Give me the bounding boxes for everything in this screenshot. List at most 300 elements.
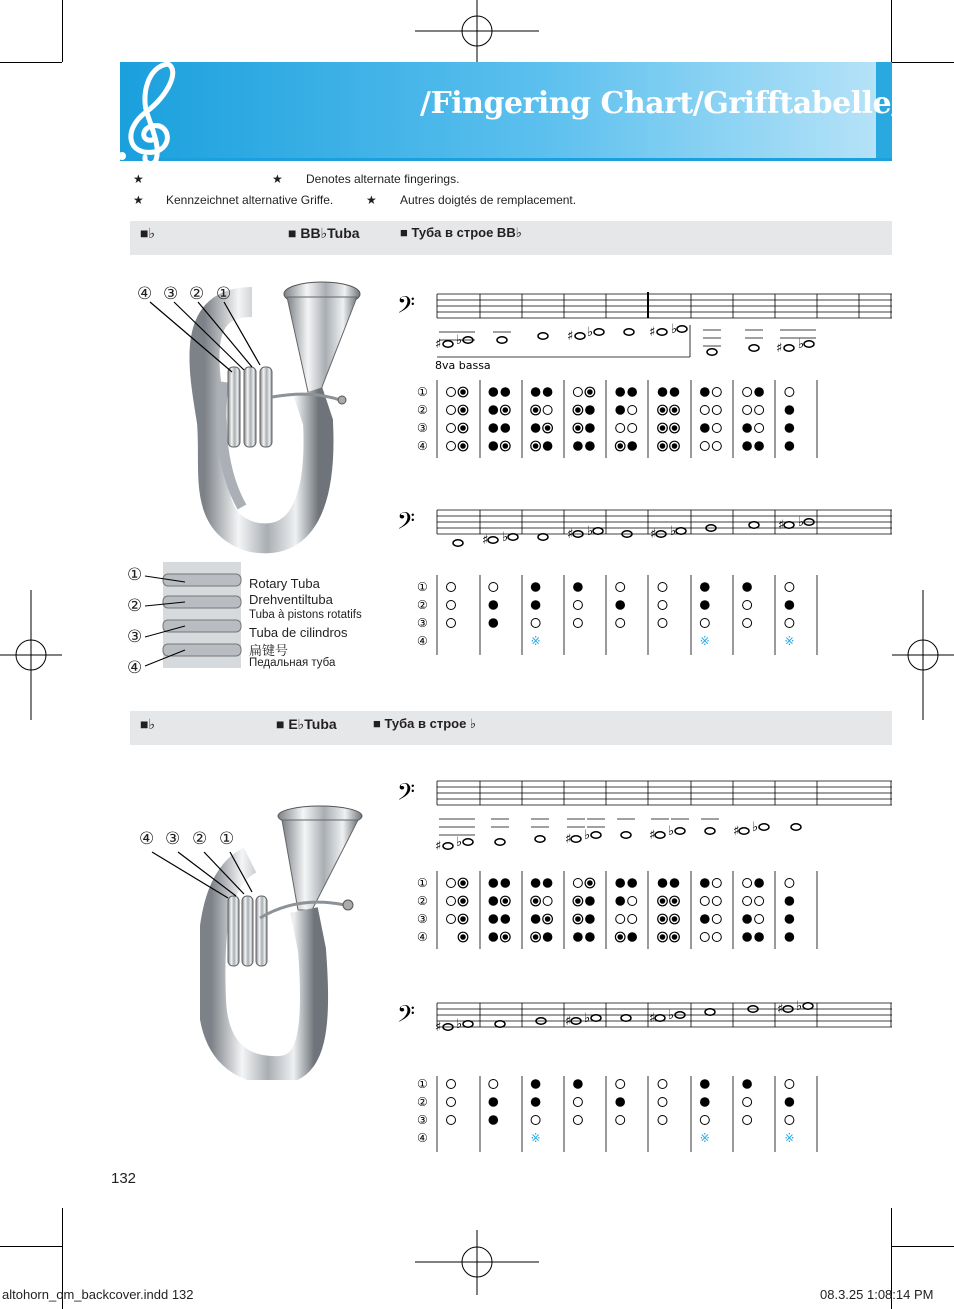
valve-open <box>573 601 582 610</box>
svg-text:♭: ♭ <box>502 530 509 545</box>
valve-pressed <box>489 1115 499 1125</box>
valve-pressed <box>573 582 583 592</box>
rotary-valve-photo <box>125 560 245 672</box>
valve-pressed <box>531 914 541 924</box>
valve-alternate <box>617 934 623 940</box>
valve-open <box>700 619 709 628</box>
valve-alternate <box>503 898 509 904</box>
valve-pressed <box>700 1097 710 1107</box>
valve-pressed <box>615 600 625 610</box>
valve-pressed <box>573 932 583 942</box>
valve-open <box>616 915 625 924</box>
valve-row-label: ③ <box>417 421 428 435</box>
valve-pressed <box>531 423 541 433</box>
svg-text:♭: ♭ <box>584 1011 591 1026</box>
valve-pressed <box>700 387 710 397</box>
valve-pressed <box>531 387 541 397</box>
valve-alternate <box>503 443 509 449</box>
svg-text:♯: ♯ <box>435 337 442 352</box>
valve-open <box>628 406 637 415</box>
valve-pressed <box>785 441 795 451</box>
valve-pressed <box>489 441 499 451</box>
svg-text:♯: ♯ <box>435 839 442 854</box>
valve-pressed <box>742 1079 752 1089</box>
valve-open <box>712 406 721 415</box>
valve-open <box>712 879 721 888</box>
valve-pressed <box>489 896 499 906</box>
valve-open <box>658 1116 667 1125</box>
valve-pressed <box>531 1097 541 1107</box>
valve-pressed <box>543 878 553 888</box>
svg-text:♯: ♯ <box>649 1011 656 1026</box>
valve-row-label: ① <box>417 876 428 890</box>
valve-pressed <box>501 914 511 924</box>
legend-french: Autres doigtés de remplacement. <box>400 193 577 207</box>
svg-text:♭: ♭ <box>587 325 594 340</box>
valve-marker: ④ <box>137 284 153 303</box>
valve-pressed <box>501 387 511 397</box>
bass-clef-icon: 𝄢 <box>397 1000 416 1033</box>
svg-text:♯: ♯ <box>649 828 656 843</box>
bass-clef-icon: 𝄢 <box>397 507 416 540</box>
valve-pressed <box>742 423 752 433</box>
valve-marker: ④ <box>139 829 155 848</box>
valve-pressed <box>700 914 710 924</box>
staff-eflat-1 <box>395 776 892 856</box>
valve-open <box>700 442 709 451</box>
legend-german: Kennzeichnet alternative Griffe. <box>166 193 334 207</box>
valve-open <box>573 388 582 397</box>
valve-alternate <box>533 443 539 449</box>
valve-alternate <box>672 934 678 940</box>
valve-pressed <box>489 387 499 397</box>
eflat-valve-pointer-lines <box>130 840 270 910</box>
valve-open <box>658 1098 667 1107</box>
valve-alternate <box>660 934 666 940</box>
octave-marking: 8va bassa <box>435 359 491 372</box>
valve-marker: ② <box>192 829 208 848</box>
section-prefix: ■♭ <box>140 225 156 241</box>
valve-alternate <box>460 898 466 904</box>
valve-open <box>489 583 498 592</box>
valve-alternate <box>617 443 623 449</box>
star-icon: ★ <box>272 172 283 186</box>
valve-open <box>531 619 540 628</box>
fingering-grid-eflat-1 <box>395 869 892 949</box>
valve-open <box>785 583 794 592</box>
valve-open <box>658 601 667 610</box>
valve-pressed <box>785 405 795 415</box>
valve-alternate <box>672 916 678 922</box>
star-icon: ★ <box>133 172 144 186</box>
valve-alternate <box>533 407 539 413</box>
valve-alternate <box>660 916 666 922</box>
staff-bbflat-2 <box>395 502 892 557</box>
svg-text:♭: ♭ <box>798 515 805 530</box>
section-title-ru: ■ Туба в строе ♭ <box>373 716 477 731</box>
valve-pressed <box>615 896 625 906</box>
rotary-marker: ① <box>127 565 143 584</box>
valve-alternate <box>672 425 678 431</box>
valve-open <box>573 1116 582 1125</box>
valve-open <box>785 1080 794 1089</box>
staff-eflat-2 <box>395 997 892 1042</box>
section-title-ru: ■ Туба в строе BB♭ <box>400 225 522 240</box>
valve-row-label: ① <box>417 580 428 594</box>
valve-open <box>616 1080 625 1089</box>
svg-text:♯: ♯ <box>482 533 489 548</box>
staff-bbflat-1 <box>395 285 892 375</box>
valve-alternate <box>545 916 551 922</box>
valve-row-label: ③ <box>417 912 428 926</box>
valve-open <box>743 406 752 415</box>
valve-row-label: ② <box>417 894 428 908</box>
valve-pressed <box>742 582 752 592</box>
note-group <box>435 820 801 854</box>
star-icon: ★ <box>366 193 377 207</box>
valve-pressed <box>489 618 499 628</box>
valve-row-label: ② <box>417 598 428 612</box>
bass-clef-icon: 𝄢 <box>397 778 416 811</box>
valve-pressed <box>700 1079 710 1089</box>
valve-open <box>700 897 709 906</box>
valve-row-label: ③ <box>417 616 428 630</box>
valve-open <box>531 1116 540 1125</box>
valve-alternate <box>587 389 593 395</box>
valve-open <box>785 879 794 888</box>
valve-open <box>755 915 764 924</box>
valve-alternate <box>672 407 678 413</box>
valve-pressed <box>754 878 764 888</box>
page-number: 132 <box>111 1170 137 1187</box>
valve-pressed <box>501 878 511 888</box>
valve-pressed <box>670 878 680 888</box>
valve-alternate <box>533 934 539 940</box>
svg-text:♭: ♭ <box>796 999 803 1014</box>
valve-alternate <box>660 407 666 413</box>
valve-row-label: ③ <box>417 1113 428 1127</box>
valve-alternate <box>660 443 666 449</box>
valve-open <box>712 897 721 906</box>
valve-pressed <box>585 932 595 942</box>
valve-open <box>543 406 552 415</box>
valve-open <box>616 583 625 592</box>
svg-text:♭: ♭ <box>668 1008 675 1023</box>
page-title: /Fingering Chart/Grifftabelle/ <box>420 86 902 121</box>
legend-english: Denotes alternate fingerings. <box>306 172 460 186</box>
valve-pressed <box>785 896 795 906</box>
valve-pressed <box>573 441 583 451</box>
svg-text:♯: ♯ <box>778 518 785 533</box>
footer-timestamp: 08.3.25 1:08:14 PM <box>820 1287 934 1302</box>
rotary-marker: ② <box>127 596 143 615</box>
valve-open <box>447 1098 456 1107</box>
valve-row-label: ② <box>417 403 428 417</box>
svg-text:♯: ♯ <box>567 527 574 542</box>
valve-pressed <box>489 600 499 610</box>
treble-clef-icon <box>108 56 198 166</box>
valve-open <box>616 1116 625 1125</box>
valve-pressed <box>658 878 668 888</box>
valve-open <box>785 619 794 628</box>
valve-alternate <box>672 898 678 904</box>
valve-marker: ③ <box>163 284 179 303</box>
svg-text:♯: ♯ <box>567 329 574 344</box>
section-title: ■ E♭Tuba <box>276 716 337 732</box>
valve-pressed <box>585 914 595 924</box>
valve-pressed <box>489 1097 499 1107</box>
valve-pressed <box>785 914 795 924</box>
svg-text:♯: ♯ <box>733 824 740 839</box>
valve-open <box>755 406 764 415</box>
valve-pressed <box>585 423 595 433</box>
rotary-label-fr: Tuba à pistons rotatifs <box>249 609 362 621</box>
valve-pressed <box>700 878 710 888</box>
valve-open <box>743 879 752 888</box>
star-icon: ★ <box>133 193 144 207</box>
rotary-label-ru: Педальная туба <box>249 657 336 669</box>
valve-pressed <box>754 932 764 942</box>
valve-row-label: ④ <box>417 930 428 944</box>
svg-text:♭: ♭ <box>671 322 678 337</box>
bass-clef-icon <box>397 291 415 324</box>
svg-text:♭: ♭ <box>798 337 805 352</box>
valve-open <box>447 879 456 888</box>
valve-open <box>447 1116 456 1125</box>
svg-text:♯: ♯ <box>435 1020 442 1035</box>
valve-pressed <box>573 1079 583 1089</box>
valve-open <box>447 915 456 924</box>
valve-pressed <box>531 878 541 888</box>
note-mark: ※ <box>784 1131 795 1145</box>
valve-open <box>785 388 794 397</box>
valve-row-label: ① <box>417 385 428 399</box>
valve-alternate <box>460 443 466 449</box>
svg-text:♭: ♭ <box>668 824 675 839</box>
valve-alternate <box>460 389 466 395</box>
svg-text:♭: ♭ <box>584 828 591 843</box>
valve-pressed <box>785 932 795 942</box>
valve-pressed <box>785 423 795 433</box>
valve-pressed <box>501 423 511 433</box>
note-group <box>453 515 814 548</box>
valve-pressed <box>615 387 625 397</box>
valve-row-label: ④ <box>417 439 428 453</box>
valve-pressed <box>615 1097 625 1107</box>
valve-open <box>743 601 752 610</box>
valve-pressed <box>627 878 637 888</box>
valve-pressed <box>489 914 499 924</box>
valve-marker: ③ <box>165 829 181 848</box>
note-mark: ※ <box>530 634 541 648</box>
valve-open <box>700 406 709 415</box>
valve-alternate <box>460 934 466 940</box>
valve-open <box>743 1116 752 1125</box>
fingering-grid-bbflat-2 <box>395 573 892 655</box>
svg-text:𝄢: 𝄢 <box>397 291 416 324</box>
valve-pressed <box>627 387 637 397</box>
note-mark: ※ <box>530 1131 541 1145</box>
valve-pressed <box>785 1097 795 1107</box>
valve-open <box>616 424 625 433</box>
valve-alternate <box>575 425 581 431</box>
valve-alternate <box>460 916 466 922</box>
valve-marker: ① <box>216 284 232 303</box>
valve-open <box>447 619 456 628</box>
fingering-grid-eflat-2 <box>395 1074 892 1152</box>
valve-alternate <box>503 934 509 940</box>
valve-open <box>447 424 456 433</box>
valve-open <box>712 424 721 433</box>
valve-alternate <box>660 425 666 431</box>
valve-alternate <box>503 407 509 413</box>
valve-open <box>700 1116 709 1125</box>
valve-pressed <box>627 932 637 942</box>
valve-open <box>573 879 582 888</box>
valve-row-label: ④ <box>417 634 428 648</box>
valve-open <box>543 897 552 906</box>
valve-pressed <box>531 582 541 592</box>
section-header-eflat <box>130 711 892 745</box>
valve-open <box>447 406 456 415</box>
valve-open <box>616 619 625 628</box>
valve-pressed <box>700 600 710 610</box>
valve-pressed <box>585 441 595 451</box>
valve-pressed <box>700 423 710 433</box>
valve-pressed <box>489 423 499 433</box>
note-group <box>435 322 892 356</box>
valve-open <box>755 424 764 433</box>
valve-open <box>658 583 667 592</box>
valve-pressed <box>658 387 668 397</box>
bbflat-tuba-illustration <box>132 272 372 557</box>
valve-open <box>628 897 637 906</box>
valve-open <box>712 933 721 942</box>
valve-pressed <box>531 1079 541 1089</box>
valve-alternate <box>460 880 466 886</box>
valve-pressed <box>585 405 595 415</box>
svg-text:♯: ♯ <box>650 527 657 542</box>
valve-open <box>628 424 637 433</box>
valve-pressed <box>585 896 595 906</box>
valve-alternate <box>545 425 551 431</box>
valve-open <box>447 1080 456 1089</box>
svg-text:♯: ♯ <box>649 325 656 340</box>
valve-pressed <box>754 441 764 451</box>
note-mark: ※ <box>784 634 795 648</box>
svg-text:♭: ♭ <box>456 835 463 850</box>
valve-pressed <box>785 600 795 610</box>
svg-text:♭: ♭ <box>587 524 594 539</box>
svg-text:♯: ♯ <box>776 341 783 356</box>
rotary-label-en: Rotary Tuba <box>249 576 320 591</box>
valve-pressed <box>754 387 764 397</box>
valve-open <box>712 915 721 924</box>
valve-pressed <box>627 441 637 451</box>
valve-open <box>712 388 721 397</box>
valve-pressed <box>615 878 625 888</box>
valve-open <box>628 915 637 924</box>
svg-text:♭: ♭ <box>670 524 677 539</box>
valve-pressed <box>742 932 752 942</box>
valve-row-label: ① <box>417 1077 428 1091</box>
header-rule <box>120 158 892 161</box>
rotary-marker: ③ <box>127 627 143 646</box>
valve-open <box>447 442 456 451</box>
rotary-label-de: Drehventiltuba <box>249 592 333 607</box>
note-mark: ※ <box>699 1131 710 1145</box>
valve-open <box>712 442 721 451</box>
valve-open <box>785 1116 794 1125</box>
valve-open <box>489 1080 498 1089</box>
svg-text:♯: ♯ <box>565 1014 572 1029</box>
valve-pressed <box>543 387 553 397</box>
valve-alternate <box>460 407 466 413</box>
valve-pressed <box>670 387 680 397</box>
valve-open <box>447 388 456 397</box>
note-group <box>435 999 813 1035</box>
valve-alternate <box>575 407 581 413</box>
valve-open <box>573 1098 582 1107</box>
valve-open <box>743 619 752 628</box>
valve-pressed <box>742 914 752 924</box>
svg-text:♭: ♭ <box>752 820 759 835</box>
valve-open <box>700 933 709 942</box>
valve-pressed <box>543 441 553 451</box>
valve-alternate <box>672 443 678 449</box>
valve-row-label: ④ <box>417 1131 428 1145</box>
valve-alternate <box>575 898 581 904</box>
fingering-grid-bbflat-1 <box>395 378 892 458</box>
valve-pressed <box>489 932 499 942</box>
svg-text:♭: ♭ <box>456 1017 463 1032</box>
valve-pressed <box>489 405 499 415</box>
rotary-marker: ④ <box>127 658 143 677</box>
svg-text:♯: ♯ <box>777 1002 784 1017</box>
svg-text:♯: ♯ <box>565 832 572 847</box>
valve-open <box>447 601 456 610</box>
valve-open <box>743 388 752 397</box>
valve-marker: ② <box>189 284 205 303</box>
valve-alternate <box>587 880 593 886</box>
rotary-label-zh: 扁键号 <box>249 643 289 658</box>
valve-pressed <box>543 932 553 942</box>
valve-alternate <box>533 898 539 904</box>
note-mark: ※ <box>699 634 710 648</box>
valve-open <box>658 619 667 628</box>
valve-open <box>755 897 764 906</box>
valve-open <box>447 897 456 906</box>
valve-pressed <box>531 600 541 610</box>
valve-alternate <box>660 898 666 904</box>
valve-pressed <box>742 441 752 451</box>
footer-filename: altohorn_om_backcover.indd 132 <box>2 1287 194 1302</box>
valve-open <box>743 1098 752 1107</box>
valve-open <box>743 897 752 906</box>
valve-open <box>658 1080 667 1089</box>
valve-marker: ① <box>219 829 235 848</box>
valve-row-label: ② <box>417 1095 428 1109</box>
rotary-label-es: Tuba de cilindros <box>249 625 348 640</box>
svg-text:♭: ♭ <box>456 333 463 348</box>
valve-pressed <box>615 405 625 415</box>
section-prefix: ■♭ <box>140 716 156 732</box>
valve-open <box>447 583 456 592</box>
valve-pressed <box>700 582 710 592</box>
valve-alternate <box>460 425 466 431</box>
valve-open <box>573 619 582 628</box>
section-title: ■ BB♭Tuba <box>288 225 360 241</box>
